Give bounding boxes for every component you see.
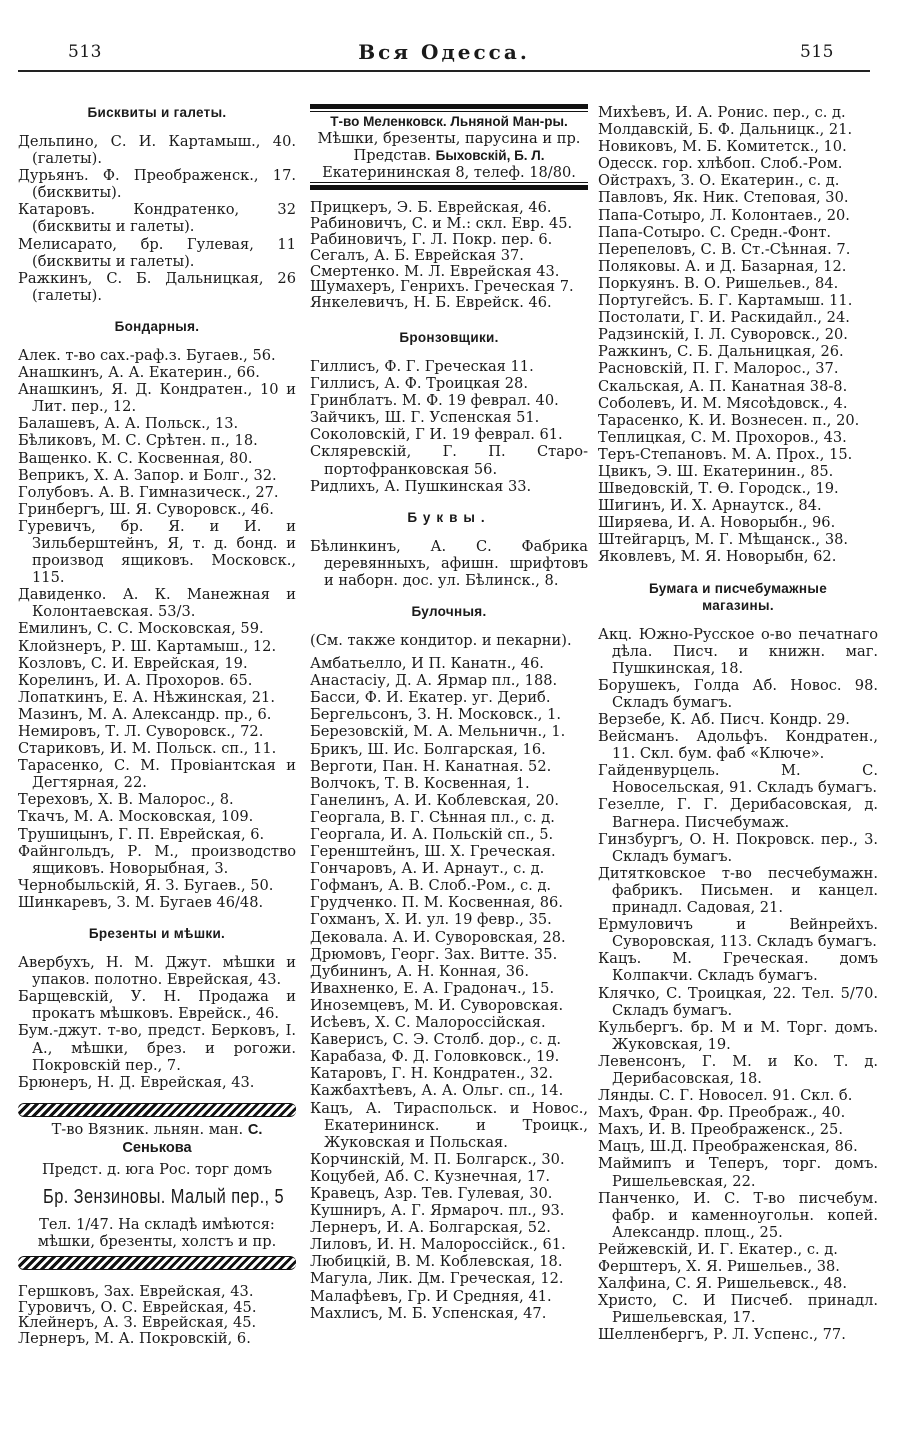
directory-entry: Гинзбургъ, О. Н. Покровск. пер., 3. Складъ бумагъ. bbox=[598, 830, 878, 865]
directory-entry: Козловъ, С. И. Еврейская, 19. bbox=[18, 654, 248, 672]
directory-entry: Бѣлинкинъ, А. С. Фабрика деревянныхъ, афишн. шрифтовъ и наборн. дос. ул. Бѣлинск., 8. bbox=[310, 537, 588, 589]
directory-entry: Поркуянъ. В. О. Ришельев., 84. bbox=[598, 274, 839, 292]
directory-entry: Коцубей, Аб. С. Кузнечная, 17. bbox=[310, 1167, 551, 1185]
section-bronzovshchiki bbox=[310, 358, 588, 495]
column-left bbox=[18, 92, 296, 1347]
directory-entry: Павловъ, Як. Ник. Степовая, 30. bbox=[598, 189, 849, 207]
section-bondarnyya bbox=[18, 347, 296, 911]
directory-entry: Махъ, И. В. Преображенск., 25. bbox=[598, 1121, 843, 1139]
directory-entry: Шелленбергъ, Р. Л. Успенс., 77. bbox=[598, 1326, 846, 1344]
directory-entry: Лиловъ, И. Н. Малороссійск., 61. bbox=[310, 1236, 566, 1254]
directory-entry: Катаровъ. Кондратенко, 32 (бисквиты и галеты). bbox=[18, 201, 296, 236]
heading-line-1: Бумага и писчебумажные bbox=[648, 580, 828, 596]
directory-entry: Ширяева, И. А. Новорыбн., 96. bbox=[598, 514, 836, 532]
directory-entry: Мазинъ, М. А. Александр. пр., 6. bbox=[18, 705, 272, 723]
directory-entry: Файнгольдъ, Р. М., производство ящиковъ. Новорыбная, 3. bbox=[18, 842, 296, 877]
directory-entry: Дитятковское т-во песчебумажн. фабрикъ. Письмен. и канцел. принадл. Садовая, 21. bbox=[598, 864, 878, 917]
section-continued-bulochnyya bbox=[598, 104, 878, 566]
section-after-ad-middle bbox=[310, 200, 588, 311]
ad-title: Т-во Меленковск. Льняной Ман-ры. bbox=[330, 114, 568, 129]
ad-representative bbox=[310, 147, 588, 164]
directory-entry: Голубовъ. А. В. Гимназическ., 27. bbox=[18, 483, 279, 501]
section-bulochnyya bbox=[310, 655, 588, 1322]
directory-entry: Радзинскій, І. Л. Суворовск., 20. bbox=[598, 326, 848, 344]
directory-entry: Магула, Лик. Дм. Греческая, 12. bbox=[310, 1270, 564, 1288]
directory-entry: Кацъ, А. Тираспольск. и Новос., Екатерининск. и Троицк., Жуковская и Польская. bbox=[310, 1099, 588, 1151]
directory-entry: Георгала, В. Г. Сѣнная пл., с. д. bbox=[310, 808, 555, 826]
directory-entry: Халфина, С. Я. Ришельевск., 48. bbox=[598, 1275, 847, 1293]
directory-entry: Лянды. С. Г. Новосел. 91. Скл. б. bbox=[598, 1087, 853, 1105]
directory-entry: Янкелевичъ, Н. Б. Еврейск. 46. bbox=[310, 294, 552, 312]
directory-entry: Новиковъ, М. Б. Комитетск., 10. bbox=[598, 138, 847, 156]
section-brezenty bbox=[18, 954, 296, 1091]
directory-entry: Рейжевскій, И. Г. Екатер., с. д. bbox=[598, 1240, 838, 1258]
directory-entry: Амбатьелло, И П. Канатн., 46. bbox=[310, 655, 544, 673]
directory-entry: Стариковъ, И. М. Польск. сп., 11. bbox=[18, 740, 277, 758]
directory-entry: Анашкинъ, Я. Д. Кондратен., 10 и Лит. пер., 12. bbox=[18, 381, 296, 416]
directory-entry: Сегалъ, А. Б. Еврейская 37. bbox=[310, 246, 524, 264]
directory-entry: Алек. т-во сах.-раф.з. Бугаев., 56. bbox=[18, 346, 276, 364]
column-right bbox=[598, 92, 878, 1343]
directory-entry: Молдавскій, Б. Ф. Дальницк., 21. bbox=[598, 121, 853, 139]
directory-entry: Брикъ, Ш. Ис. Болгарская, 16. bbox=[310, 740, 546, 758]
directory-entry: Гохманъ, Х. И. ул. 19 февр., 35. bbox=[310, 911, 552, 929]
directory-entry: Лопаткинъ, Е. А. Нѣжинская, 21. bbox=[18, 688, 275, 706]
directory-entry: Лернеръ, И. А. Болгарская, 52. bbox=[310, 1219, 551, 1237]
page-number-right: 515 bbox=[800, 42, 834, 62]
directory-entry: Барщевскій, У. Н. Продажа и прокатъ мѣшковъ. Еврейск., 46. bbox=[18, 988, 296, 1023]
directory-entry: Малафѣевъ, Гр. И Средняя, 41. bbox=[310, 1287, 552, 1305]
page-number-left: 513 bbox=[68, 42, 102, 62]
directory-entry: Теплицкая, С. М. Прохоров., 43. bbox=[598, 428, 847, 446]
directory-entry: Акц. Южно-Русское о-во печатнаго дѣла. Писч. и книжн. маг. Пушкинская, 18. bbox=[598, 625, 878, 677]
directory-entry: Шигинъ, И. Х. Арнаутск., 84. bbox=[598, 497, 822, 515]
section-bukvy bbox=[310, 538, 588, 589]
directory-entry: Басси, Ф. И. Екатер. уг. Дериб. bbox=[310, 689, 551, 707]
directory-entry: Каверисъ, С. Э. Столб. дор., с. д. bbox=[310, 1031, 562, 1049]
advertisement-melenkovsk bbox=[310, 104, 588, 190]
directory-entry: Папа-Сотыро, Л. Колонтаев., 20. bbox=[598, 206, 850, 224]
directory-entry: Михѣевъ, И. А. Ронис. пер., с. д. bbox=[598, 104, 846, 121]
directory-entry: Ивахненко, Е. А. Градонач., 15. bbox=[310, 979, 555, 997]
ornamental-border-top bbox=[18, 1103, 296, 1117]
directory-entry: Соколовскій, Г И. 19 феврал. 61. bbox=[310, 426, 563, 444]
directory-entry: Корчинскій, М. П. Болгарск., 30. bbox=[310, 1150, 565, 1168]
directory-entry: Верзебе, К. Аб. Писч. Кондр. 29. bbox=[598, 711, 850, 728]
directory-entry: Дековала. А. И. Суворовская, 28. bbox=[310, 928, 566, 946]
ad-line-3: Бр. Зензиновы. Малый пер., 5 bbox=[43, 1186, 285, 1209]
directory-entry: Трушицынъ, Г. П. Еврейская, 6. bbox=[18, 825, 265, 843]
directory-entry: Гезелле, Г. Г. Дерибасовская, д. Вагнера. Писчебумаж. bbox=[598, 796, 878, 831]
directory-entry: Кушниръ, А. Г. Ярмароч. пл., 93. bbox=[310, 1202, 565, 1220]
directory-entry: Клячко, С. Троицкая, 22. Тел. 5/70. Складъ бумагъ. bbox=[598, 984, 878, 1019]
ad-rep-label: Представ. bbox=[353, 147, 431, 165]
directory-entry: Иноземцевъ, М. И. Суворовская. bbox=[310, 996, 564, 1014]
directory-entry: Соболевъ, И. М. Мясоѣдовск., 4. bbox=[598, 394, 848, 412]
directory-entry: Гринбергъ, Ш. Я. Суворовск., 46. bbox=[18, 500, 274, 518]
directory-entry: Гринблатъ. М. Ф. 19 феврал. 40. bbox=[310, 392, 559, 410]
directory-entry: Смертенко. М. Л. Еврейская 43. bbox=[310, 262, 560, 280]
directory-entry: Дельпино, С. И. Картамыш., 40. (галеты). bbox=[18, 133, 296, 168]
directory-entry: Рабиновичъ, Г. Л. Покр. пер. 6. bbox=[310, 230, 553, 248]
directory-entry: Ойстрахъ, З. О. Екатерин., с. д. bbox=[598, 172, 840, 190]
section-bumaga bbox=[598, 626, 878, 1344]
directory-entry: Чернобыльскій, Я. З. Бугаев., 50. bbox=[18, 876, 274, 894]
directory-entry: Ермуловичъ и Вейнрейхъ. Суворовская, 113. Складъ бумагъ. bbox=[598, 916, 878, 951]
directory-entry: Анастасіу, Д. А. Ярмар пл., 188. bbox=[310, 672, 558, 690]
directory-entry: Прицкеръ, Э. Б. Еврейская, 46. bbox=[310, 199, 552, 217]
directory-entry: Кажбахтѣевъ, А. А. Ольг. сп., 14. bbox=[310, 1082, 564, 1100]
directory-entry: Верготи, Пан. Н. Канатная. 52. bbox=[310, 757, 552, 775]
directory-entry: Анашкинъ, А. А. Екатерин., 66. bbox=[18, 364, 260, 382]
directory-entry: Одесск. гор. хлѣбоп. Слоб.-Ром. bbox=[598, 155, 843, 173]
ad-line-1 bbox=[18, 1121, 296, 1157]
directory-entry: Веприкъ, Х. А. Запор. и Болг., 32. bbox=[18, 466, 277, 484]
directory-entry: Волчокъ, Т. В. Косвенная, 1. bbox=[310, 774, 530, 792]
directory-entry: Гайденвурцель. М. С. Новосельская, 91. Складъ бумагъ. bbox=[598, 762, 878, 797]
section-heading-bondarnyya: Бондарныя. bbox=[114, 318, 200, 334]
directory-entry: Гуревичъ, бр. Я. и И. и Зильберштейнъ, Я, т. д. бонд. и производ ящиковъ. Московск., 115. bbox=[18, 517, 296, 587]
directory-entry: Брюнеръ, Н. Д. Еврейская, 43. bbox=[18, 1073, 255, 1091]
running-title: Вся Одесса. bbox=[358, 40, 530, 64]
directory-entry: Емилинъ, С. С. Московская, 59. bbox=[18, 620, 264, 638]
directory-entry: Георгала, И. А. Польскій сп., 5. bbox=[310, 826, 554, 844]
directory-entry: Березовскій, М. А. Мельничн., 1. bbox=[310, 723, 566, 741]
ornamental-border-bottom bbox=[18, 1256, 296, 1270]
ad-company: Т-во Вязник. льнян. ман. bbox=[51, 1120, 244, 1138]
directory-entry: Поляковы. А. и Д. Базарная, 12. bbox=[598, 257, 847, 275]
directory-entry: Кацъ. М. Греческая. домъ Колпакчи. Складъ бумагъ. bbox=[598, 950, 878, 985]
directory-entry: Рабиновичъ, С. и М.: скл. Евр. 45. bbox=[310, 215, 573, 233]
directory-entry: Дрюмовъ, Георг. Зах. Витте. 35. bbox=[310, 945, 558, 963]
directory-entry: Шумахеръ, Генрихъ. Греческая 7. bbox=[310, 278, 574, 296]
directory-entry: Бергельсонъ, З. Н. Московск., 1. bbox=[310, 706, 561, 724]
directory-entry: Зайчикъ, Ш. Г. Успенская 51. bbox=[310, 409, 540, 427]
directory-entry: Карабаза, Ф. Д. Головковск., 19. bbox=[310, 1048, 560, 1066]
directory-entry: Цвикъ, Э. Ш. Екатеринин., 85. bbox=[598, 462, 834, 480]
directory-entry: Исѣевъ, Х. С. Малороссійская. bbox=[310, 1014, 546, 1032]
directory-entry: Ражкинъ, С. Б. Дальницкая, 26 (галеты). bbox=[18, 269, 296, 304]
directory-entry: Дубининъ, А. Н. Конная, 36. bbox=[310, 962, 529, 980]
directory-entry: Мелисарато, бр. Гулевая, 11 (бисквиты и галеты). bbox=[18, 235, 296, 270]
column-middle bbox=[310, 92, 588, 1322]
directory-entry: Корелинъ, И. А. Прохоров. 65. bbox=[18, 671, 253, 689]
directory-entry: Любицкій, В. М. Коблевская, 18. bbox=[310, 1253, 563, 1271]
directory-entry: Расновскій, П. Г. Малорос., 37. bbox=[598, 360, 839, 378]
ad-line-4: Тел. 1/47. На складѣ имѣются: bbox=[39, 1216, 275, 1234]
section-heading-brezenty: Брезенты и мѣшки. bbox=[88, 926, 226, 942]
directory-entry: Скляревскій, Г. П. Старо-портофранковская 56. bbox=[310, 443, 588, 478]
directory-entry: Немировъ, Т. Л. Суворовск., 72. bbox=[18, 723, 264, 740]
directory-entry: Кравецъ, Азр. Тев. Гулевая, 30. bbox=[310, 1184, 553, 1202]
directory-entry: Ридлихъ, А. Пушкинская 33. bbox=[310, 477, 532, 495]
ad-company-name: С. Сенькова bbox=[122, 1121, 263, 1156]
ad-line-5: мѣшки, брезенты, холстъ и пр. bbox=[37, 1233, 277, 1251]
directory-entry: Гуровичъ, О. С. Еврейская, 45. bbox=[18, 1298, 257, 1316]
directory-entry: Маймипъ и Теперъ, торг. домъ. Ришельевская, 22. bbox=[598, 1155, 878, 1190]
directory-entry: Теръ-Степановъ. М. А. Прох., 15. bbox=[598, 445, 853, 463]
directory-entry: Геренштейнъ, Ш. Х. Греческая. bbox=[310, 843, 556, 861]
directory-entry: Лернеръ, М. А. Покровскій, 6. bbox=[18, 1330, 251, 1348]
section-heading-bumaga bbox=[598, 580, 878, 614]
directory-entry: Яковлевъ, М. Я. Новорыбн, 62. bbox=[598, 548, 837, 566]
ad-line-2: Предст. д. юга Рос. торг домъ bbox=[41, 1160, 273, 1178]
ad-rep-name: Быховскій, Б. Л. bbox=[435, 148, 545, 164]
directory-entry: Скальская, А. П. Канатная 38-8. bbox=[598, 377, 848, 395]
directory-entry: Тарасенко, К. И. Вознесен. п., 20. bbox=[598, 411, 860, 429]
directory-entry: Вейсманъ. Адольфъ. Кондратен., 11. Скл. бум. фаб «Ключе». bbox=[598, 728, 878, 763]
directory-entry: Шинкаревъ, З. М. Бугаев 46/48. bbox=[18, 893, 264, 911]
directory-entry: Гофманъ, А. В. Слоб.-Ром., с. д. bbox=[310, 877, 552, 895]
directory-entry: Штейгарцъ, М. Г. Мѣщанск., 38. bbox=[598, 531, 849, 549]
directory-entry: Ферштеръ, Х. Я. Ришельев., 38. bbox=[598, 1258, 840, 1275]
directory-entry: Гершковъ, Зах. Еврейская, 43. bbox=[18, 1283, 254, 1301]
directory-entry: Ткачъ, М. А. Московская, 109. bbox=[18, 808, 254, 826]
directory-entry: Панченко, И. С. Т-во писчебум. фабр. и каменноугольн. копей. Александр. площ., 25. bbox=[598, 1189, 878, 1241]
directory-entry: Ражкинъ, С. Б. Дальницкая, 26. bbox=[598, 343, 844, 361]
running-header bbox=[18, 40, 870, 72]
directory-entry: Кульбергъ. бр. М и М. Торг. домъ. Жуковская, 19. bbox=[598, 1018, 878, 1053]
directory-entry: Махъ, Фран. Фр. Преображ., 40. bbox=[598, 1104, 846, 1122]
section-heading-bulochnyya: Булочныя. bbox=[411, 603, 487, 619]
directory-entry: Давиденко. А. К. Манежная и Колонтаевская. 53/3. bbox=[18, 586, 296, 621]
directory-entry: Борушекъ, Голда Аб. Новос. 98. Складъ бумагъ. bbox=[598, 676, 878, 711]
directory-entry: Папа-Сотыро. С. Средн.-Фонт. bbox=[598, 223, 832, 241]
directory-entry: Постолати, Г. И. Раскидайл., 24. bbox=[598, 309, 850, 327]
section-after-ad-left bbox=[18, 1284, 296, 1346]
directory-entry: Клейнеръ, А. З. Еврейская, 45. bbox=[18, 1314, 257, 1332]
directory-entry: Гиллисъ, А. Ф. Троицкая 28. bbox=[310, 375, 528, 393]
directory-entry: Ващенко. К. С. Косвенная, 80. bbox=[18, 449, 253, 467]
directory-entry: Перепеловъ, С. В. Ст.-Сѣнная. 7. bbox=[598, 240, 851, 258]
directory-entry: Авербухъ, Н. М. Джут. мѣшки и упаков. полотно. Еврейская, 43. bbox=[18, 954, 296, 989]
section-heading-biskvity: Бисквиты и галеты. bbox=[87, 105, 227, 120]
heading-line-2: магазины. bbox=[702, 597, 774, 613]
directory-entry: Гончаровъ, А. И. Арнаут., с. д. bbox=[310, 860, 545, 878]
directory-entry: Катаровъ, Г. Н. Кондратен., 32. bbox=[310, 1065, 554, 1083]
directory-entry: Португейсъ. Б. Г. Картамыш. 11. bbox=[598, 292, 853, 310]
section-heading-bronzovshchiki: Бронзовщики. bbox=[399, 329, 499, 345]
directory-entry: Гиллисъ, Ф. Г. Греческая 11. bbox=[310, 357, 534, 375]
directory-entry: Ганелинъ, А. И. Коблевская, 20. bbox=[310, 791, 560, 809]
directory-entry: Махлисъ, М. Б. Успенская, 47. bbox=[310, 1304, 547, 1322]
directory-entry: Бум.-джут. т-во, предст. Берковъ, І. А., мѣшки, брез. и рогожи. Покровскій пер., 7. bbox=[18, 1022, 296, 1074]
directory-entry: Дурьянъ. Ф. Преображенск., 17. (бисквиты). bbox=[18, 167, 296, 202]
section-note-bulochnyya: (См. также кондитор. и пекарни). bbox=[310, 631, 572, 649]
directory-entry: Тереховъ, Х. В. Малорос., 8. bbox=[18, 791, 234, 809]
directory-entry: Мацъ, Ш.Д. Преображенская, 86. bbox=[598, 1138, 858, 1156]
ad-address: Екатерининская 8, телеф. 18/80. bbox=[322, 164, 576, 182]
directory-entry: Грудченко. П. М. Косвенная, 86. bbox=[310, 894, 563, 912]
directory-entry: Балашевъ, А. А. Польск., 13. bbox=[18, 415, 239, 433]
directory-entry: Тарасенко, С. М. Провіантская и Дегтярная, 22. bbox=[18, 757, 296, 792]
section-heading-bukvy: Буквы. bbox=[407, 509, 491, 525]
directory-entry: Клойзнеръ, Р. Ш. Картамыш., 12. bbox=[18, 637, 277, 655]
ad-goods: Мѣшки, брезенты, парусина и пр. bbox=[317, 130, 581, 148]
directory-entry: Левенсонъ, Г. М. и Ко. Т. д. Дерибасовская, 18. bbox=[598, 1052, 878, 1087]
directory-entry: Бѣликовъ, М. С. Срѣтен. п., 18. bbox=[18, 432, 258, 450]
advertisement-senkov bbox=[18, 1121, 296, 1250]
section-biskvity bbox=[18, 133, 296, 304]
directory-entry: Шведовскій, Т. Ѳ. Городск., 19. bbox=[598, 480, 839, 498]
directory-entry: Христо, С. И Писчеб. принадл. Ришельевская, 17. bbox=[598, 1292, 878, 1327]
